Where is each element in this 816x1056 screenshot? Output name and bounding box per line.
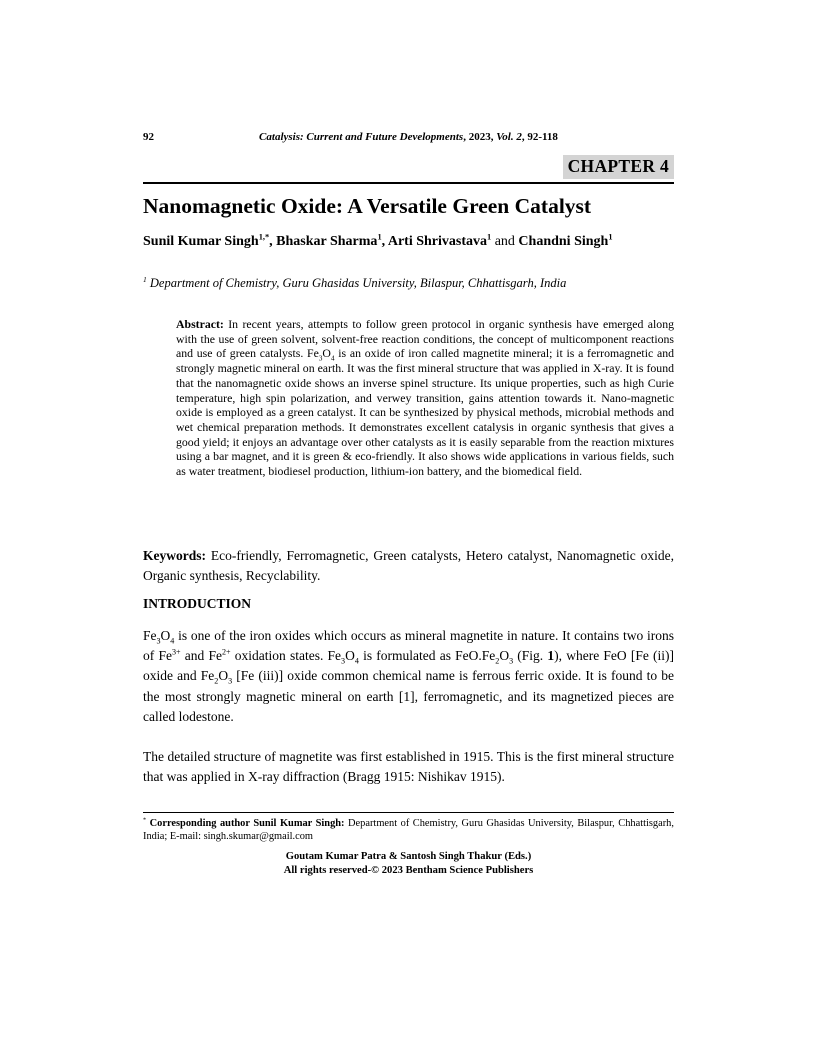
footnote-text: Corresponding author Sunil Kumar Singh: Department of Chemistry, Guru Ghasidas University, Bilaspur, Chhattisgarh, India; E-mail: singh.skumar@gmail.com [143, 818, 674, 842]
chapter-title: Nanomagnetic Oxide: A Versatile Green Catalyst [143, 194, 592, 218]
abstract [176, 317, 674, 479]
footnote-marker: * [143, 816, 147, 824]
abstract-text: In recent years, attempts to follow green protocol in organic synthesis have emerged along with the use of green solvent, solvent-free reaction conditions, the concept of multicomponent reactions and use of green catalysts. $Fe_3O_4$ is an oxide of iron called magnetite mineral; it is a ferromagnetic and strongly magnetic mineral on earth. It was the first mineral structure that was applied in X-ray. It is found that the nanomagnetic oxide shows an inverse spinel structure. Its unique properties, such as high Curie temperature, high spin polarization, and verwey transition, gains attention towards it. Nano-magnetic oxide is employed as a green catalyst. It can be synthesized by physical methods, microbial methods and wet chemical preparation methods. It demonstrates excellent catalysis in organic synthesis that gives a good yield; it enjoys an advantage over other catalysts as it is easily separable from the reaction mixtures using a bar magnet, and it is green & eco-friendly. It also shows wide applications in various fields, such as water treatment, biodiesel production, lithium-ion battery, and the biomedical field. [176, 317, 675, 479]
running-header [143, 131, 674, 143]
keywords-text: Eco-friendly, Ferromagnetic, Green catalysts, Hetero catalyst, Nanomagnetic oxide, Organic synthesis, Recyclability. [143, 548, 675, 583]
authors: Sunil Kumar Singh$^{1,*}$, Bhaskar Sharma$^1$, Arti Shrivastava$^1$ and Chandni Singh$^1$ [143, 232, 613, 249]
rights-line: All rights reserved-© 2023 Bentham Science Publishers [283, 865, 534, 876]
keywords-label: Keywords: [143, 548, 206, 563]
chapter-label: CHAPTER 4 [563, 155, 674, 179]
introduction-paragraph-1: $Fe_3O_4$ is one of the iron oxides which occurs as mineral magnetite in nature. It contains two irons of $Fe^{3+}$ and $Fe^{2+}$ oxidation states. $Fe_3O_4$ is formulated as $FeO.Fe_2O_3$ (Fig. 1), where FeO [Fe (ii)] oxide and $Fe_2O_3$ [Fe (iii)] oxide common chemical name is ferrous ferric oxide. It is found to be the most strongly magnetic mineral on earth [1], ferromagnetic, and its magnetized pieces are called lodestone. [143, 628, 674, 724]
corresponding-author-footnote [143, 812, 674, 843]
editors-line: Goutam Kumar Patra & Santosh Singh Thakur (Eds.) [285, 851, 532, 862]
introduction-heading: INTRODUCTION [143, 596, 252, 611]
abstract-label: Abstract: [176, 317, 224, 331]
introduction-paragraph-2: The detailed structure of magnetite was first established in 1915. This is the first mineral structure that was applied in X-ray diffraction (Bragg 1915: Nishikav 1915). [143, 749, 674, 785]
publisher-block [143, 850, 674, 878]
page-number: 92 [143, 131, 154, 143]
affiliation: $^1$ Department of Chemistry, Guru Ghasidas University, Bilaspur, Chhattisgarh, India [143, 274, 567, 290]
keywords [143, 546, 674, 586]
journal-header: Catalysis: Current and Future Developments, 2023, Vol. 2, 92-118 [259, 131, 558, 143]
chapter-banner [143, 155, 674, 184]
